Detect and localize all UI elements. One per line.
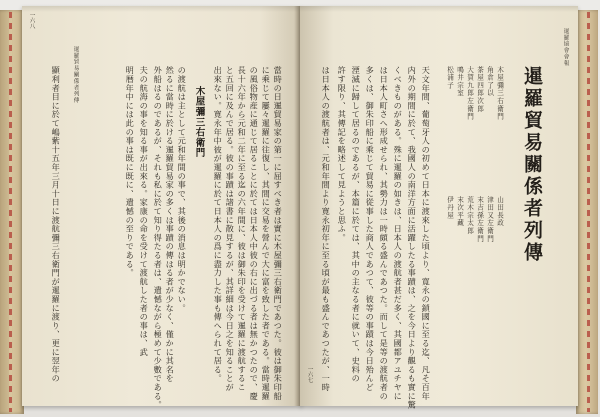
left-body-column: 明暦年中には此の事は既に既に、遺憾の至りである。 — [125, 66, 136, 278]
right-page-edge-red — [587, 12, 590, 412]
name-entry: 鳴井宗室 — [455, 66, 464, 98]
name-entry: 角倉了以 — [485, 66, 494, 98]
left-body-column: 顯利者目に於て嶋紫十五年三月十日に渡航彌三右衛門が暹羅に渡り、更に翌年の — [51, 66, 62, 383]
right-body-column: 天文年間、葡萄牙人の初めて日本に渡來した頃より、寛永の鎖國に至る迄、凡そ百年 — [421, 66, 432, 401]
right-body-column: 湮滅に歸して居るのであるが、本篇に於ては、其中の主なる者に就いて、史料の — [351, 66, 362, 383]
left-page — [22, 6, 302, 410]
left-body-column: 然るに當時に於ける暹羅貿易家の多くは事蹟の傳はる者が少なく、僅かに其名を — [165, 66, 176, 383]
left-running-head: 暹羅貿易關係者列傳 — [72, 46, 79, 104]
left-body-column: と五回に及んで居る。彼の事蹟は諸書に散見するが、其詳細は今日之を知ることが — [225, 66, 236, 392]
name-entry: 木屋彌三右衛門 — [495, 66, 504, 121]
right-body-column: は日本人の渡航者は、元和年間より寛永初年に至る頃が最も盛んであつたが、一時 — [321, 66, 332, 392]
left-body-column: の渡航は主として元和年間の事で、其後の消息は明かでない。 — [177, 66, 188, 313]
name-entry: 末吉孫左衛門 — [475, 196, 484, 243]
name-entry: 津田又左衛門 — [485, 196, 494, 243]
name-entry: 茶屋四郎次郎 — [475, 66, 484, 113]
left-body-column: 出來ない。寛永年中彼が暹羅に於て日本人の爲に盡力した事も傳へられて居る。 — [213, 66, 224, 383]
right-body-column: くべきものがある。殊に暹羅の如きは、日本人の渡航者甚だ多く、其國都アユチヤに — [393, 66, 404, 401]
name-entry: 松浦子 — [445, 66, 454, 90]
left-body-column: に乘じて屢々暹羅に往復し、其間に交易を營んで大に富を致した者である。當時暹羅 — [261, 66, 272, 401]
name-entry: 荒木宗太郎 — [465, 196, 474, 235]
chapter-title: 暹羅貿易關係者列傳 — [521, 66, 543, 264]
left-cover-edge — [0, 10, 24, 414]
name-entry: 大賀九郎左衛門 — [465, 66, 474, 121]
name-entry: 伊丹屋 — [445, 196, 454, 220]
right-running-head: 暹羅協會會報 — [562, 28, 569, 67]
page-top-shadow — [22, 6, 578, 12]
name-entry: 末次平藏 — [455, 196, 464, 228]
left-body-column: の風俗物産に通じて居ることに於ては日本人中彼の右に出づる者は無かつたので、慶 — [249, 66, 260, 401]
left-body-column: 夫の航海の事を知る事が出來る。家康の命を受けて渡航した者の事は、武 — [139, 66, 150, 357]
name-entry: 山田長政 — [495, 196, 504, 228]
right-body-column: 内外の期間に於て、我國人の南洋方面に活躍したる事蹟は、之を今日より觀るも實に驚 — [407, 66, 418, 410]
left-page-edge-red — [9, 12, 12, 412]
left-body-column: 長十六年から元和二年に至る迄の六年間に、彼は御朱印を受けて暹羅に渡航するこ — [237, 66, 248, 392]
right-body-column: 許す限り、其傳記を略述して見ようと思ふ。 — [337, 66, 348, 242]
right-page-number: 一六七 — [306, 366, 313, 383]
left-page-number: 一六八 — [28, 12, 35, 29]
left-body-column: 外船はるのであるが、それも私に於て知り得たる者は、遺憾ながら極めて少數である。 — [153, 66, 164, 410]
open-book — [0, 4, 600, 417]
right-body-column: 多くは、御朱印船に乘じて貿易に從事した商人であつて、彼等の事蹟は今日殆んど — [365, 66, 376, 392]
right-body-column: は日本人町さへ形成せられ、其勢力は一時頗る盛んであつた。而して是等の渡航者の — [379, 66, 390, 401]
right-page — [300, 6, 578, 410]
left-body-column: 當時の日暹貿易家の第一に屈すべき者は實に木屋彌三右衛門であつた。彼は御朱印船 — [273, 66, 284, 401]
section-heading: 木屋彌三右衛門 — [193, 86, 205, 159]
